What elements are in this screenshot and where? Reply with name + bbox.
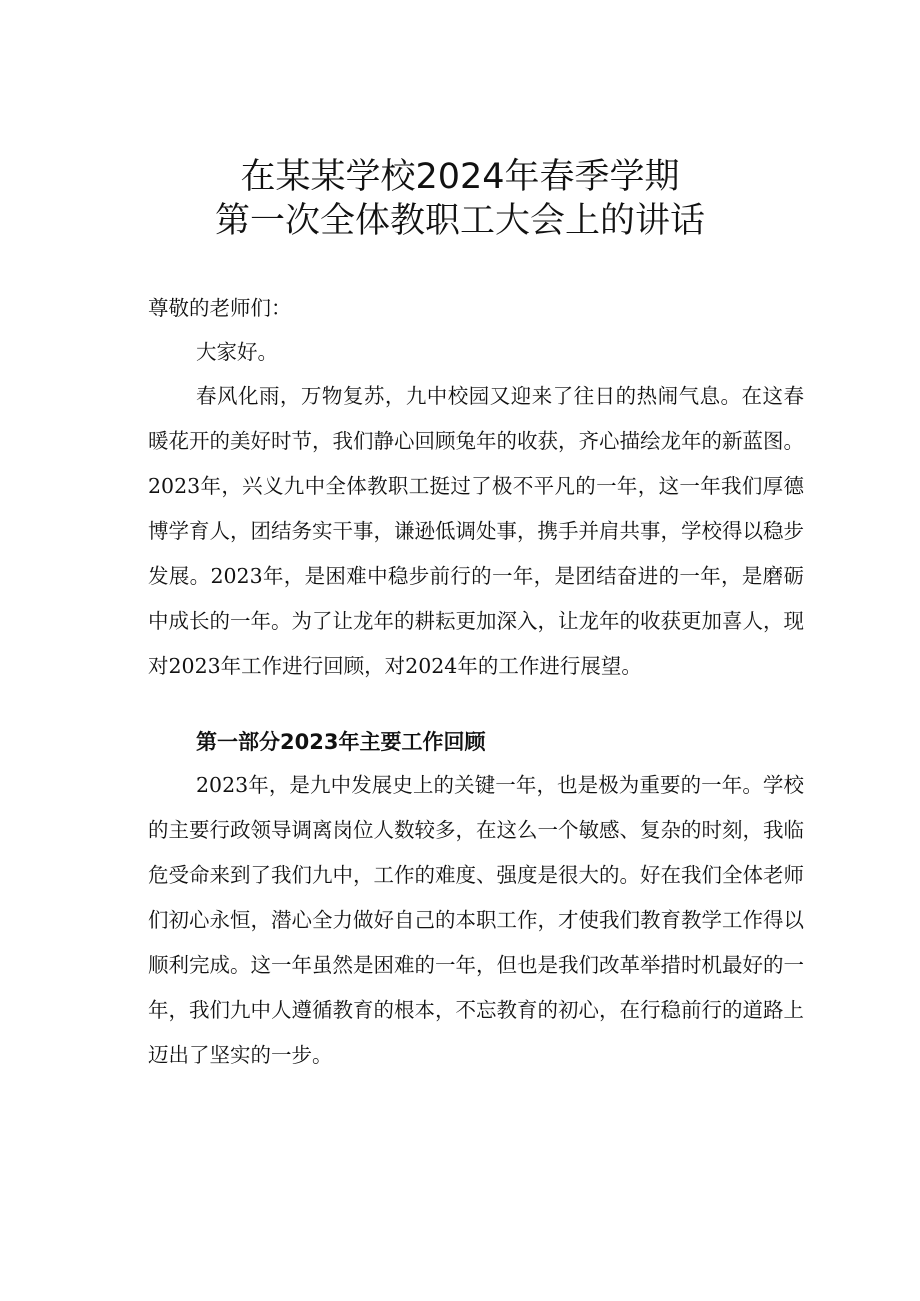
greeting: 大家好。 [196, 340, 278, 364]
document-title-line-2: 第一次全体教职工大会上的讲话 [214, 201, 705, 241]
paragraph-2: 2023年，是九中发展史上的关键一年，也是极为重要的一年。学校的主要行政领导调离岗位人数较多，在这么一个敏感、复杂的时刻，我临危受命来到了我们九中，工作的难度、强度是很大的。好在我们全体老师们初心永恒，潜心全力做好自己的本职工作，才使我们教育教学工作得以顺利完成。这一年虽然是困难的一年，但也是我们改革举措时机最好的一年，我们九中人遵循教育的根本，不忘教育的初心，在行稳前行的道路上迈出了坚实的一步。 [148, 773, 804, 1067]
section-heading-1: 第一部分2023年主要工作回顾 [196, 730, 486, 754]
salutation: 尊敬的老师们： [148, 296, 292, 320]
paragraph-1: 春风化雨，万物复苏，九中校园又迎来了往日的热闹气息。在这春暖花开的美好时节，我们静心回顾兔年的收获，齐心描绘龙年的新蓝图。2023年，兴义九中全体教职工挺过了极不平凡的一年，这一年我们厚德博学育人，团结务实干事，谦逊低调处事，携手并肩共事，学校得以稳步发展。2023年，是困难中稳步前行的一年，是团结奋进的一年，是磨砺中成长的一年。为了让龙年的耕耘更加深入，让龙年的收获更加喜人，现对2023年工作进行回顾，对2024年的工作进行展望。 [148, 384, 804, 678]
document-title-line-1: 在某某学校2024年春季学期 [240, 157, 680, 197]
